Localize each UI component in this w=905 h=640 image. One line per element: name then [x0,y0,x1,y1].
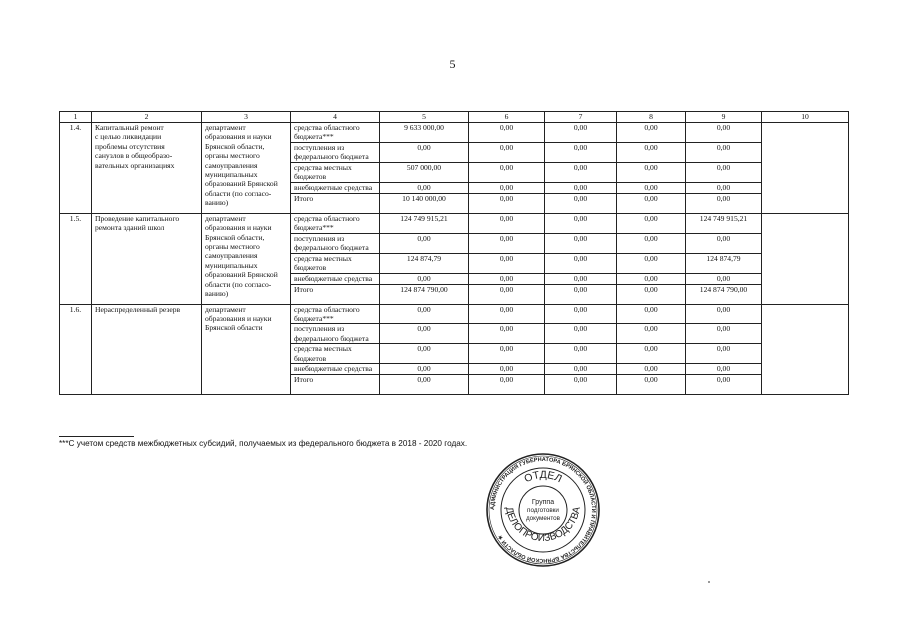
row-number-cell: 1.5. [60,213,92,304]
amount-cell: 0,00 [617,193,686,213]
header-cell: 7 [545,112,617,123]
amount-cell: 0,00 [686,162,762,182]
amount-cell: 0,00 [545,324,617,344]
amount-cell: 0,00 [469,344,545,364]
table-body [60,112,849,395]
header-row [60,112,849,123]
amount-cell: 0,00 [469,213,545,233]
funding-source-cell: поступления из федерального бюджета [291,324,380,344]
amount-cell: 0,00 [686,364,762,375]
amount-cell: 0,00 [469,284,545,304]
funding-source-cell: средства областного бюджета*** [291,304,380,324]
amount-cell: 0,00 [617,364,686,375]
header-cell: 1 [60,112,92,123]
amount-cell: 0,00 [545,182,617,193]
header-cell: 2 [92,112,202,123]
funding-source-cell: средства областного бюджета*** [291,123,380,143]
amount-cell: 124 874 790,00 [380,284,469,304]
amount-cell: 0,00 [617,162,686,182]
header-cell: 9 [686,112,762,123]
table-row [60,123,849,143]
amount-cell: 0,00 [686,304,762,324]
amount-cell: 0,00 [617,273,686,284]
empty-column-cell [762,123,849,214]
header-cell: 10 [762,112,849,123]
amount-cell: 0,00 [469,162,545,182]
amount-cell: 0,00 [469,324,545,344]
header-cell: 8 [617,112,686,123]
stamp-top-word: ОТДЕЛ [522,468,564,486]
header-cell: 3 [202,112,291,123]
empty-column-cell [762,213,849,304]
amount-cell: 0,00 [545,162,617,182]
amount-cell: 0,00 [380,324,469,344]
empty-column-cell [762,304,849,395]
header-cell: 4 [291,112,380,123]
amount-cell: 0,00 [617,253,686,273]
table-row [60,213,849,233]
amount-cell: 0,00 [686,344,762,364]
amount-cell: 0,00 [617,142,686,162]
amount-cell: 0,00 [380,344,469,364]
row-number-cell: 1.6. [60,304,92,395]
amount-cell: 0,00 [617,182,686,193]
page-number: 5 [449,57,456,71]
amount-cell: 9 633 000,00 [380,123,469,143]
amount-cell: 0,00 [686,123,762,143]
amount-cell: 0,00 [686,324,762,344]
amount-cell: 0,00 [545,284,617,304]
amount-cell: 0,00 [380,364,469,375]
amount-cell: 0,00 [686,193,762,213]
amount-cell: 0,00 [469,304,545,324]
amount-cell: 0,00 [380,273,469,284]
amount-cell: 0,00 [469,142,545,162]
amount-cell: 0,00 [545,253,617,273]
amount-cell: 124 874,79 [686,253,762,273]
amount-cell: 0,00 [545,142,617,162]
amount-cell: 0,00 [545,304,617,324]
amount-cell: 0,00 [469,273,545,284]
funding-source-cell: внебюджетные средства [291,273,380,284]
amount-cell: 0,00 [380,304,469,324]
amount-cell: 0,00 [617,123,686,143]
amount-cell: 0,00 [617,375,686,395]
executor-cell: департамент образования и науки Брянской области, органы местного самоуправления муниципальных образований Брянской области (по согласо- ванию) [202,213,291,304]
stamp-center-line: подготовки [527,507,559,514]
measure-name-cell: Проведение капитального ремонта зданий школ [92,213,202,304]
measure-name-cell: Капитальный ремонт с целью ликвидации проблемы отсутствия санузлов в общеобразо- вательных организациях [92,123,202,214]
amount-cell: 0,00 [380,142,469,162]
amount-cell: 0,00 [686,182,762,193]
amount-cell: 124 874 790,00 [686,284,762,304]
footnote-rule [59,436,134,437]
amount-cell: 0,00 [545,193,617,213]
funding-source-cell: внебюджетные средства [291,364,380,375]
amount-cell: 0,00 [545,123,617,143]
amount-cell: 0,00 [380,182,469,193]
amount-cell: 0,00 [469,364,545,375]
stamp-center-line: Группа [531,499,555,506]
amount-cell: 0,00 [380,233,469,253]
funding-source-cell: Итого [291,375,380,395]
amount-cell: 0,00 [686,142,762,162]
funding-source-cell: средства местных бюджетов [291,253,380,273]
amount-cell: 0,00 [686,233,762,253]
amount-cell: 124 874,79 [380,253,469,273]
footnote: ***С учетом средств межбюджетных субсидий, получаемых из федерального бюджета в 2018 - 2020 годах. [59,439,468,448]
amount-cell: 0,00 [545,364,617,375]
stamp-bottom-word: ДЕЛОПРОИЗВОДСТВА [503,506,583,545]
amount-cell: 0,00 [380,375,469,395]
budget-table [59,111,849,395]
funding-source-cell: средства областного бюджета*** [291,213,380,233]
amount-cell: 0,00 [617,233,686,253]
amount-cell: 507 000,00 [380,162,469,182]
funding-source-cell: поступления из федерального бюджета [291,233,380,253]
funding-source-cell: поступления из федерального бюджета [291,142,380,162]
amount-cell: 0,00 [617,324,686,344]
header-cell: 6 [469,112,545,123]
amount-cell: 0,00 [686,375,762,395]
executor-cell: департамент образования и науки Брянской области [202,304,291,395]
amount-cell: 0,00 [469,193,545,213]
amount-cell: 0,00 [617,213,686,233]
measure-name-cell: Нераспределенный резерв [92,304,202,395]
funding-source-cell: Итого [291,284,380,304]
funding-source-cell: внебюджетные средства [291,182,380,193]
executor-cell: департамент образования и науки Брянской области, органы местного самоуправления муниципальных образований Брянской области (по согласо- ванию) [202,123,291,214]
funding-source-cell: средства местных бюджетов [291,344,380,364]
amount-cell: 0,00 [469,375,545,395]
amount-cell: 0,00 [617,304,686,324]
amount-cell: 124 749 915,21 [686,213,762,233]
scan-speck [708,581,710,583]
amount-cell: 0,00 [545,213,617,233]
row-number-cell: 1.4. [60,123,92,214]
stamp-center-line: документов [525,515,561,522]
amount-cell: 0,00 [469,123,545,143]
amount-cell: 0,00 [617,284,686,304]
amount-cell: 0,00 [545,344,617,364]
amount-cell: 0,00 [469,182,545,193]
amount-cell: 0,00 [469,233,545,253]
funding-source-cell: средства местных бюджетов [291,162,380,182]
amount-cell: 0,00 [545,233,617,253]
amount-cell: 0,00 [545,375,617,395]
header-cell: 5 [380,112,469,123]
amount-cell: 0,00 [686,273,762,284]
official-stamp [485,452,601,568]
stamp-outer-text: АДМИНИСТРАЦИЯ ГУБЕРНАТОРА БРЯНСКОЙ ОБЛАСТИ И ПРАВИТЕЛЬСТВА БРЯНСКОЙ ОБЛАСТИ ★ [489,456,597,564]
amount-cell: 0,00 [469,253,545,273]
amount-cell: 0,00 [545,273,617,284]
funding-source-cell: Итого [291,193,380,213]
amount-cell: 124 749 915,21 [380,213,469,233]
amount-cell: 0,00 [617,344,686,364]
amount-cell: 10 140 000,00 [380,193,469,213]
table-row [60,304,849,324]
